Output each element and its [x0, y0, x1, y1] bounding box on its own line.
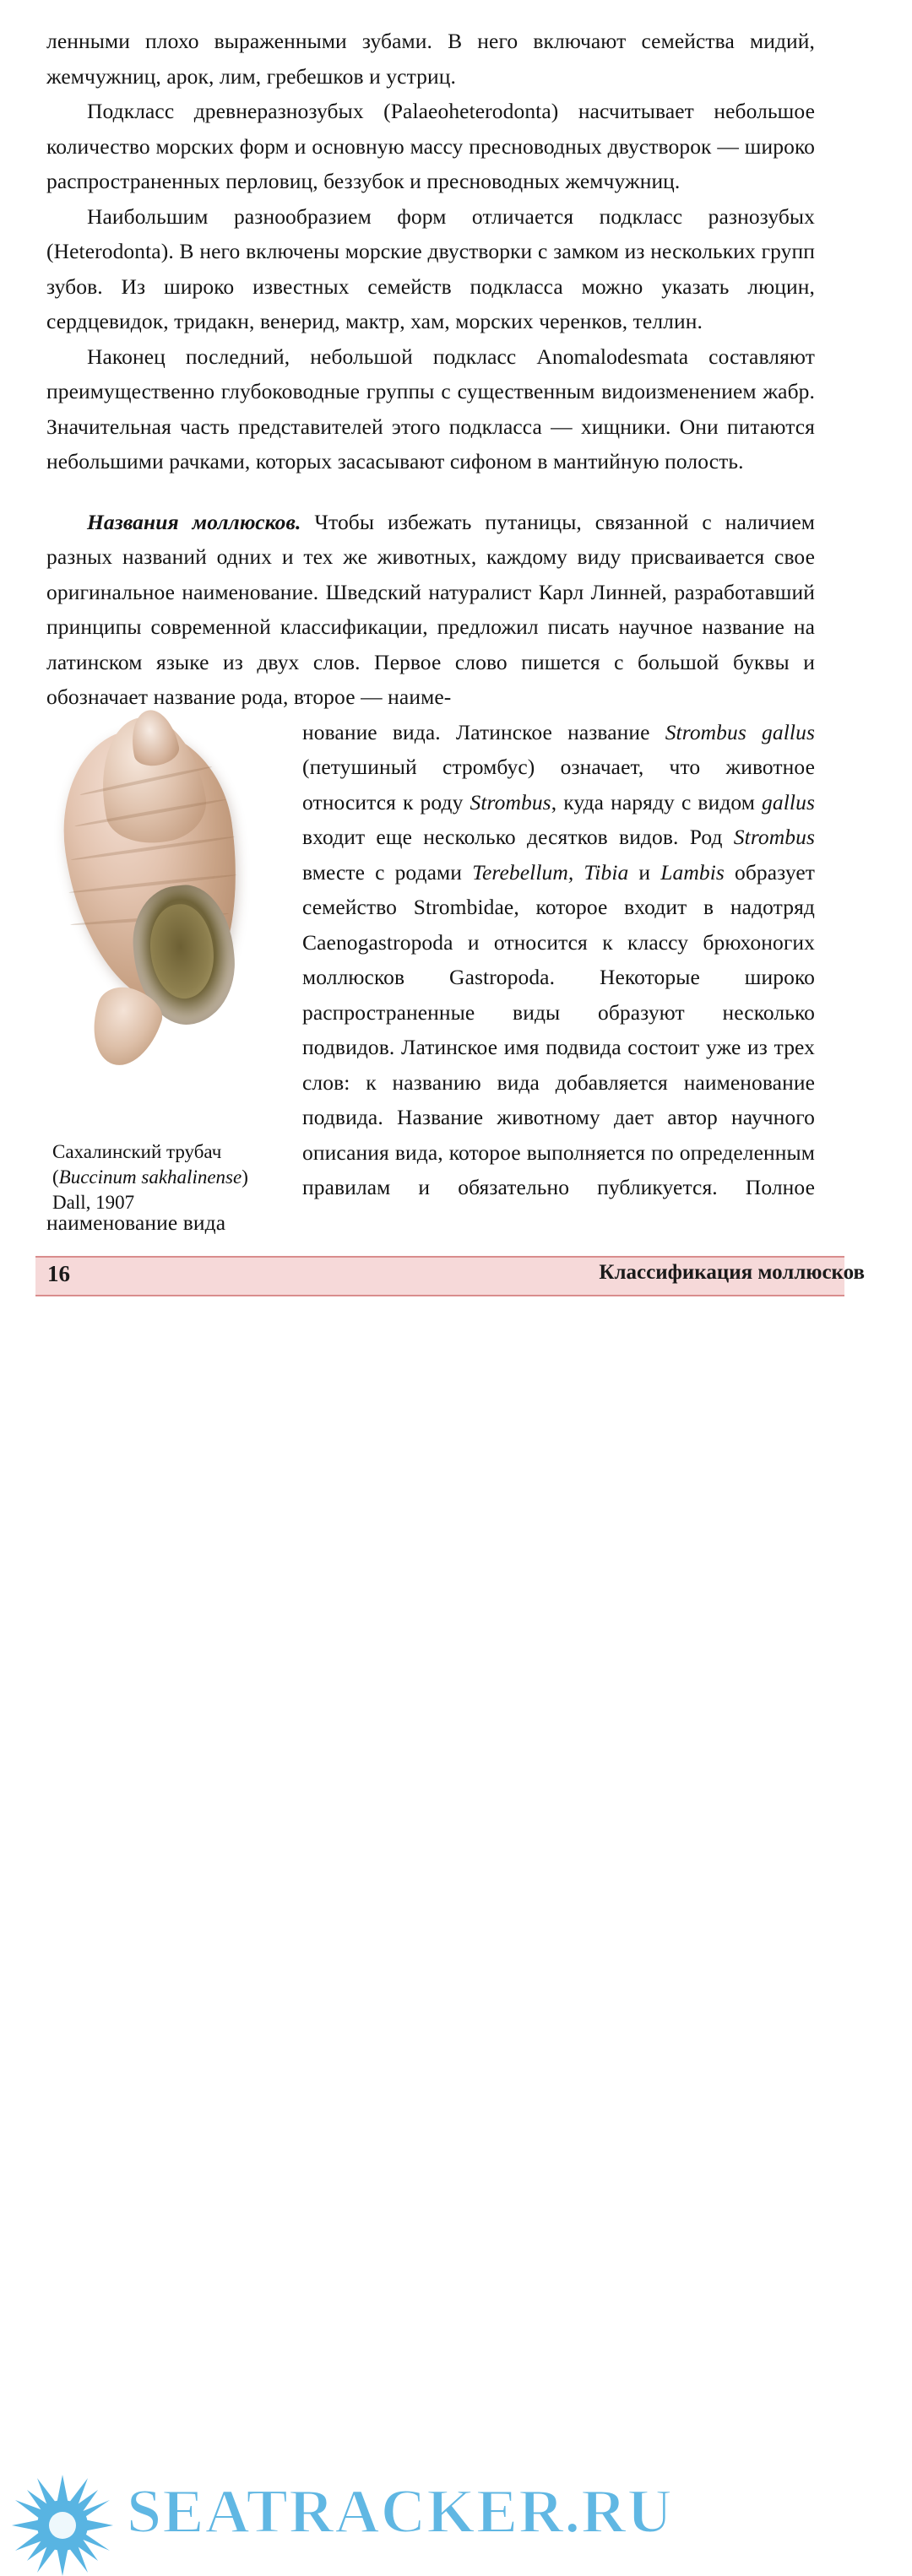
figure-caption — [52, 1139, 306, 1215]
wrap-text-7: образует семейство Strombidae, которое входит в надотряд Caenogastropoda и относится к классу брюхоногих моллюсков Gastropoda. Некоторые широко распространенные виды образуют несколько подвидов. Латинское имя подвида состоит уже из трех слов: к названию вида добавляется наименование подвида. Название животному дает автор научного описания вида, которое выполняется по определенным правилам и обязательно публикуется. Полное наименование вида — [46, 859, 816, 1235]
wrap-text-6: и — [628, 859, 661, 885]
taxon-name-strombus-2: Strombus — [733, 825, 815, 849]
paragraph-2: Подкласс древнеразнозубых (Palaeoheterodonta) насчитывает небольшое количество морских форм и основную массу пресноводных двустворок — широко распространенных перловиц, беззубок и пресноводных жемчужниц. — [46, 99, 815, 193]
taxon-name-strombus: Strombus — [470, 789, 551, 814]
section-intro-text: Чтобы избежать путаницы, связанной с наличием разных названий одних и тех же животных, каждому виду присваивается свое оригинальное наименование. Шведский натуралист Карл Линней, разработавший принципы современной классификации, предложил писать научное название на латинском языке из двух слов. Первое слово пишется с большой буквы и обозначает название рода, второе — наиме- — [46, 509, 815, 709]
page-number: 16 — [47, 1261, 70, 1286]
paragraph-1: ленными плохо выраженными зубами. В него включают семейства мидий, жемчужниц, арок, лим, гребешков и устриц. — [46, 29, 815, 89]
wrap-text-5: вместе с родами — [302, 859, 473, 885]
shell-illustration — [53, 720, 281, 1083]
wrap-text-1: нование вида. Латинское название — [302, 719, 665, 744]
section-lead-label: Названия моллюсков. — [87, 509, 301, 534]
section-intro-paragraph — [46, 505, 815, 715]
watermark-text: SEATRACKER.RU — [127, 2477, 673, 2546]
figure-caption-line-3: Dall, 1907 — [52, 1192, 135, 1213]
taxon-name-terebellum-tibia: Terebellum, Tibia — [472, 859, 629, 885]
sun-burst-icon — [12, 2475, 113, 2576]
wrap-text-3: , куда наряду с видом — [551, 789, 763, 814]
text-column — [46, 24, 815, 1240]
caption-paren-close: ) — [242, 1166, 248, 1188]
shell-aperture-inner — [146, 901, 218, 1001]
paragraph-3: Наибольшим разнообразием форм отличается подкласс разнозубых (Heterodonta). В него включены морские двустворки с замком из нескольких групп зубов. Из широко известных семейств подкласса можно указать люцин, сердцевидок, тридакн, венерид, мактр, хам, морских черенков, теллин. — [46, 203, 815, 333]
taxon-name-lambis: Lambis — [660, 859, 725, 885]
figure-caption-line-2 — [52, 1165, 306, 1190]
wrap-text-2: (петушиный стромбус) означает, что животное относится к роду — [302, 755, 815, 814]
taxon-name-strombus-gallus: Strombus gallus — [665, 719, 815, 744]
running-title: Классификация моллюсков — [599, 1261, 865, 1284]
shell-figure — [46, 720, 287, 1167]
wrap-text-4: входит еще несколько десятков видов. Род — [302, 825, 734, 849]
section-spacer — [46, 479, 815, 505]
paragraph-4: Наконец последний, небольшой подкласс Anomalodesmata составляют преимущественно глубоководные группы с существенным видоизменением жабр. Значительная часть представителей этого подкласса — хищники. Они питаются небольшими рачками, которых засасывают сифоном в мантийную полость. — [46, 344, 815, 474]
caption-paren-open: ( — [52, 1166, 59, 1188]
figure-caption-line-1: Сахалинский трубач — [52, 1141, 222, 1162]
figure-scientific-name: Buccinum sakhalinense — [58, 1166, 242, 1188]
taxon-name-gallus: gallus — [762, 789, 815, 814]
